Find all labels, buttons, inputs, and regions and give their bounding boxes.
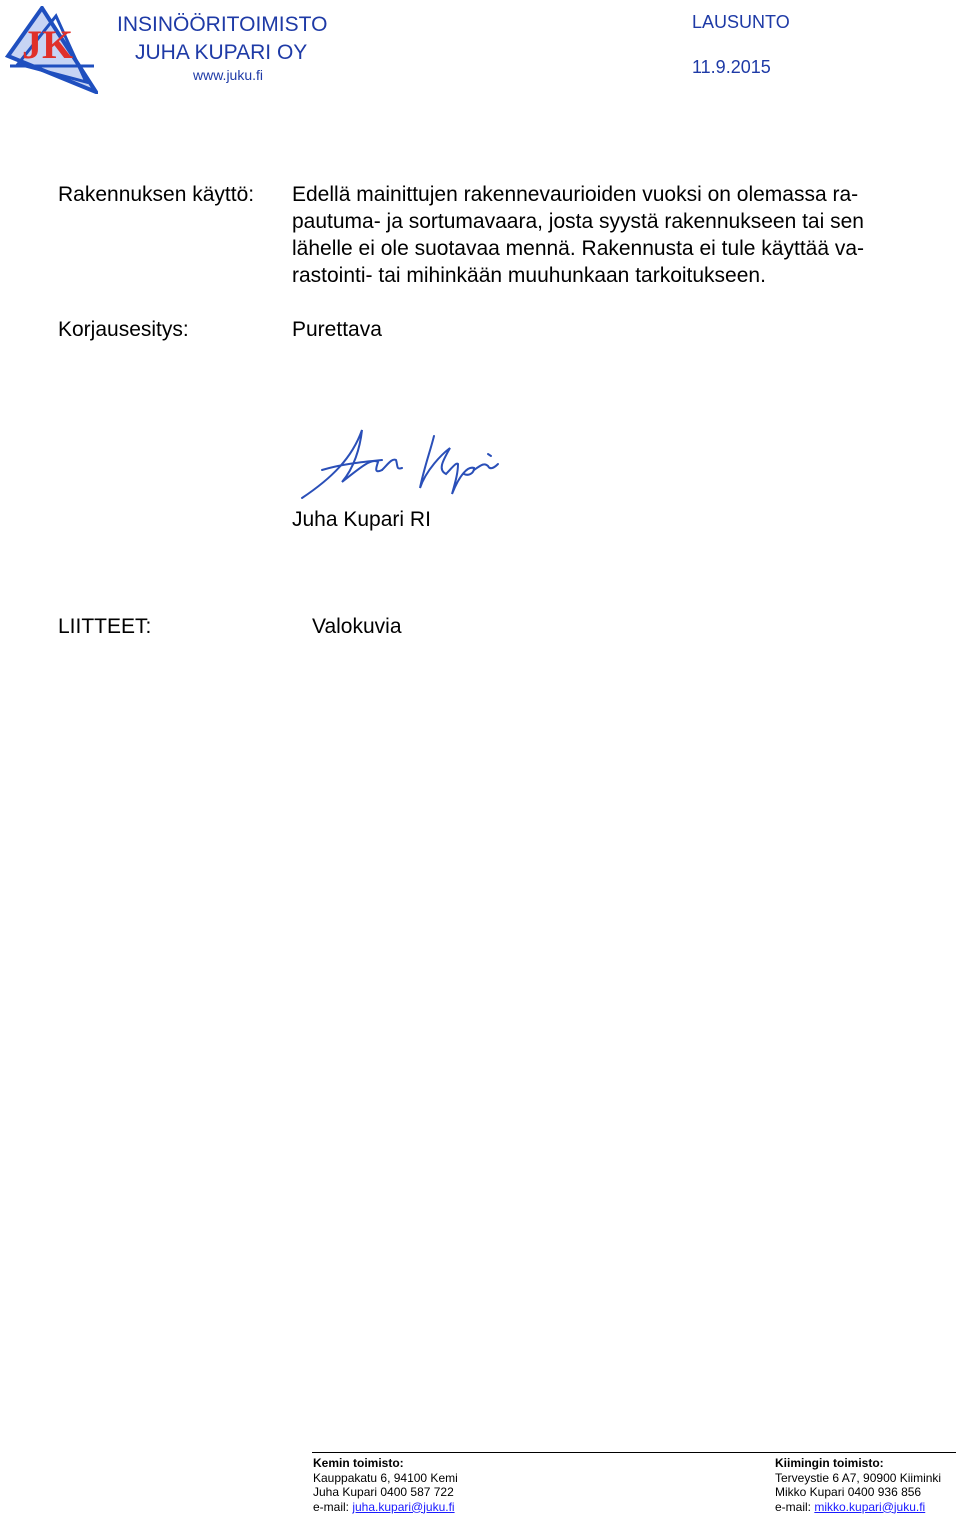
company-name-line2: JUHA KUPARI OY: [135, 41, 308, 64]
office-title: Kiimingin toimisto:: [775, 1456, 884, 1470]
footer-divider: [312, 1452, 956, 1453]
footer-office-kemi: [313, 1456, 458, 1514]
signer-name: Juha Kupari RI: [292, 508, 431, 531]
usage-line: pautuma- ja sortumavaara, josta syystä rakennukseen tai sen: [292, 210, 864, 233]
usage-text: [292, 181, 932, 289]
company-name-line1: INSINÖÖRITOIMISTO: [117, 13, 328, 36]
attachments-value: Valokuvia: [312, 615, 402, 638]
document-type: LAUSUNTO: [692, 12, 790, 32]
office-address: Kauppakatu 6, 94100 Kemi: [313, 1470, 458, 1485]
email-label: e-mail:: [313, 1499, 353, 1514]
repair-label: Korjausesitys:: [58, 318, 189, 341]
logo-letters: JK: [22, 22, 74, 67]
document-date: 11.9.2015: [692, 57, 771, 77]
usage-line: Edellä mainittujen rakennevaurioiden vuoksi on olemassa ra-: [292, 183, 859, 206]
usage-line: lähelle ei ole suotavaa mennä. Rakennusta ei tule käyttää va-: [292, 237, 865, 260]
company-logo: [4, 6, 98, 94]
email-label: e-mail:: [775, 1499, 815, 1514]
office-contact: Mikko Kupari 0400 936 856: [775, 1485, 922, 1499]
email-link[interactable]: juha.kupari@juku.fi: [352, 1499, 455, 1514]
office-email-row: [775, 1500, 941, 1515]
office-address: Terveystie 6 A7, 90900 Kiiminki: [775, 1470, 942, 1485]
office-email-row: [313, 1500, 458, 1515]
attachments-label: LIITTEET:: [58, 615, 152, 638]
office-contact: Juha Kupari 0400 587 722: [313, 1485, 454, 1499]
footer-office-kiiminki: [775, 1456, 941, 1514]
company-website[interactable]: www.juku.fi: [193, 67, 264, 83]
repair-value: Purettava: [292, 318, 382, 341]
usage-label: Rakennuksen käyttö:: [58, 183, 255, 206]
office-title: Kemin toimisto:: [313, 1456, 404, 1470]
usage-line: rastointi- tai mihinkään muuhunkaan tarkoitukseen.: [292, 264, 766, 287]
email-link[interactable]: mikko.kupari@juku.fi: [814, 1499, 926, 1514]
handwritten-signature: [292, 418, 512, 506]
